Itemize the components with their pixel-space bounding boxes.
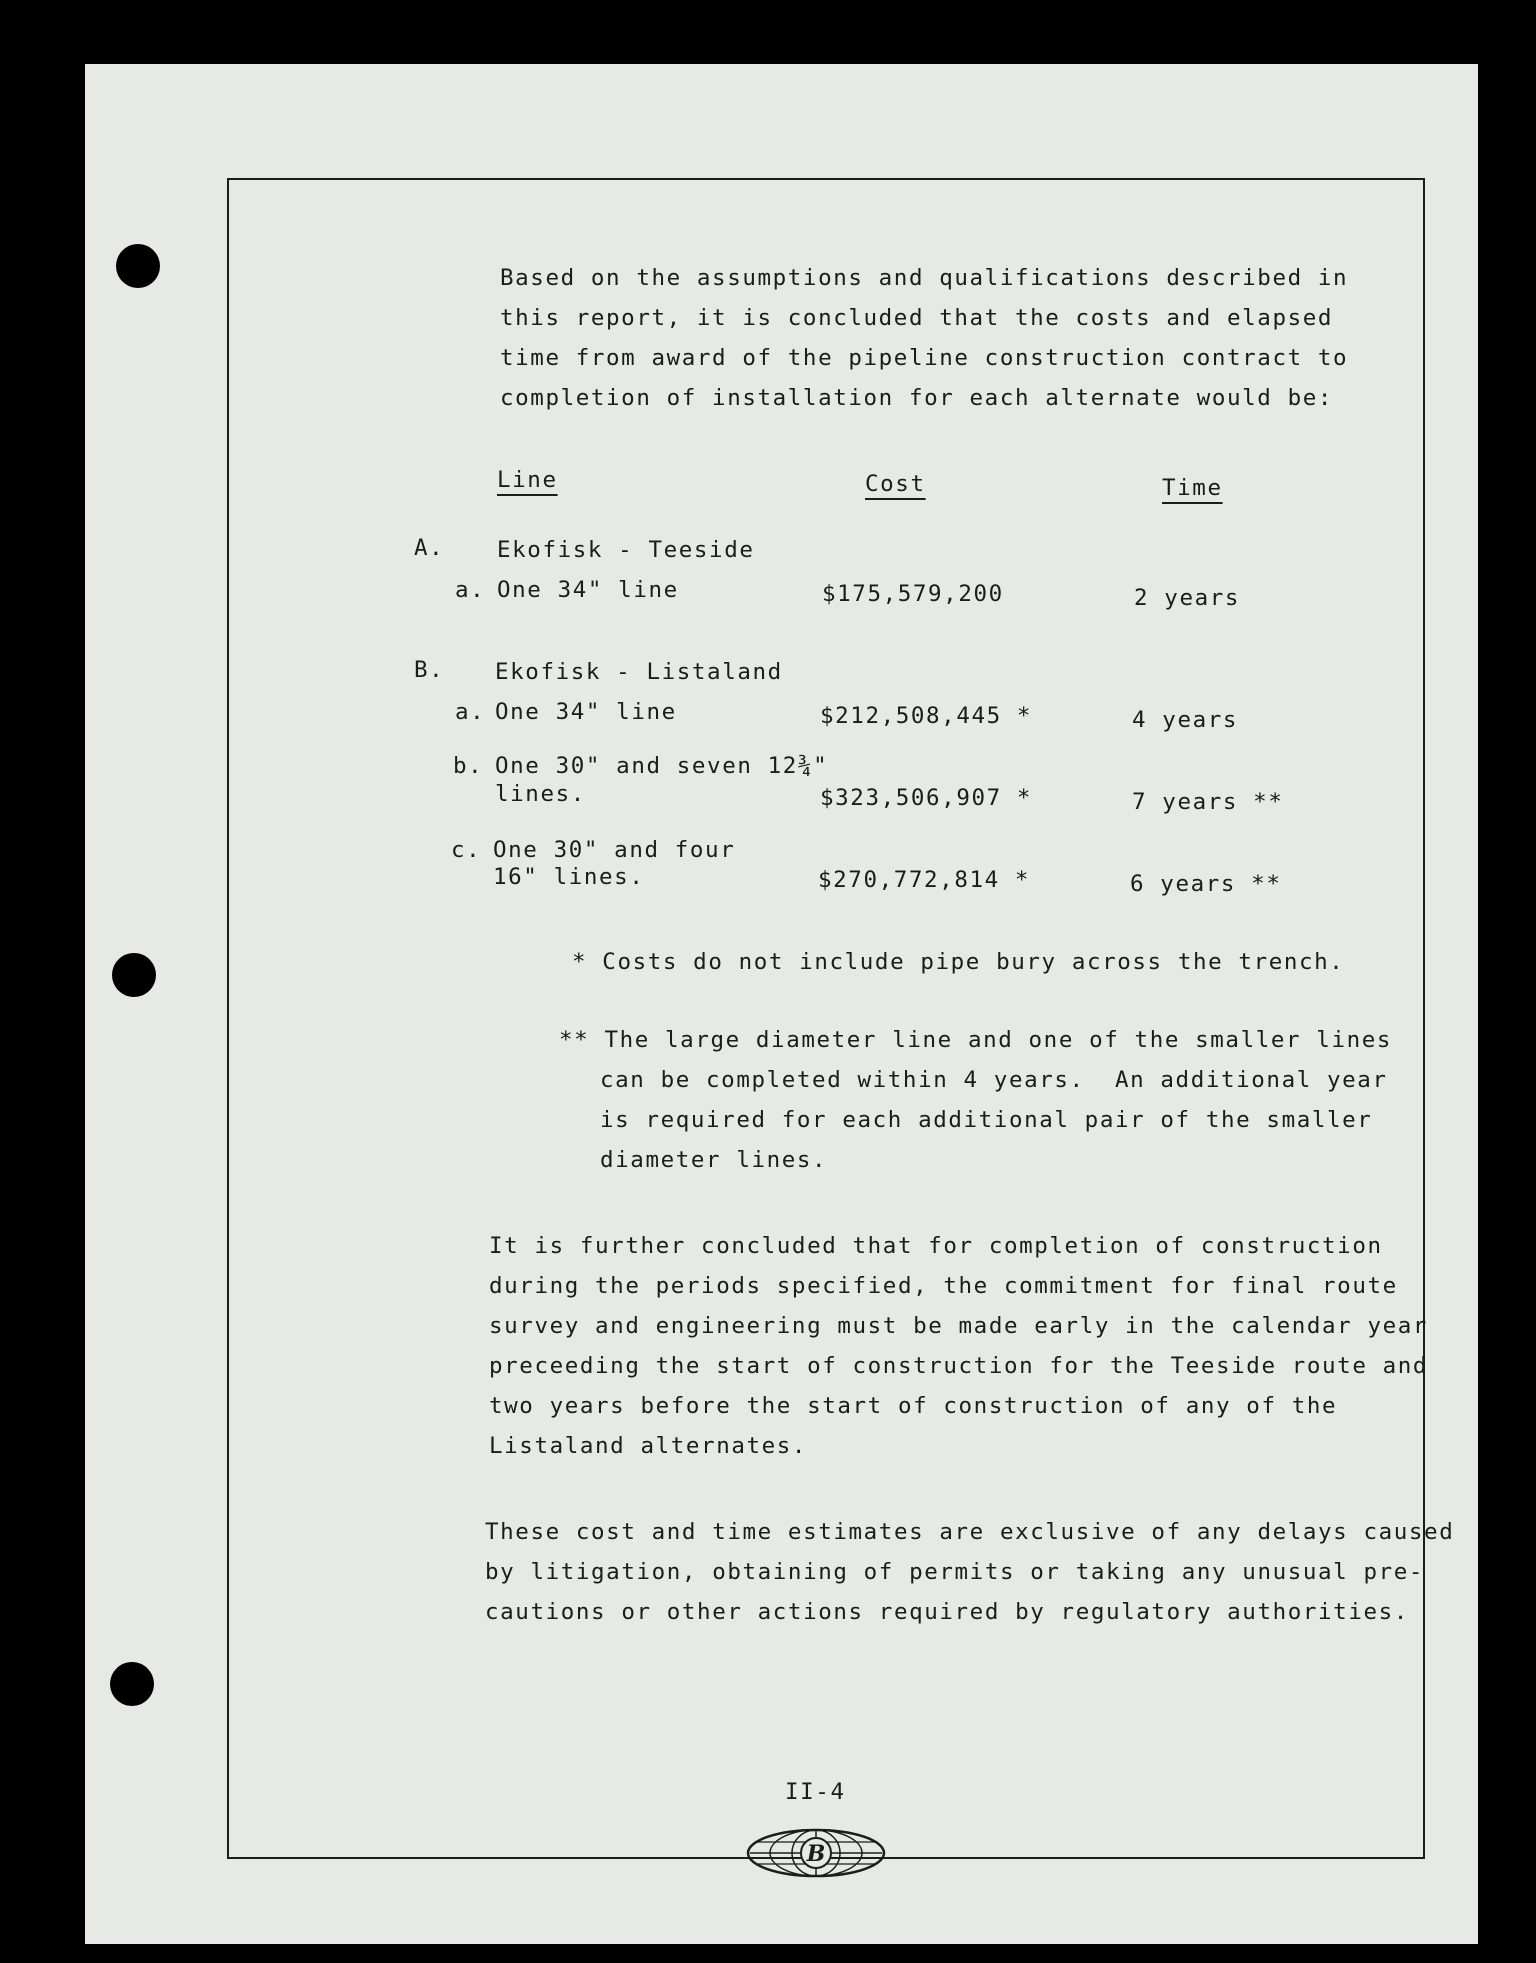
punch-hole (116, 244, 160, 288)
footnote-double-star: diameter lines. (600, 1147, 828, 1173)
row-cost: $212,508,445 * (820, 703, 1033, 729)
page-number: II-4 (785, 1779, 846, 1805)
paragraph-line: by litigation, obtaining of permits or taking any unusual pre- (485, 1559, 1425, 1585)
footnote-double-star: can be completed within 4 years. An additional year (600, 1067, 1388, 1093)
row-desc: One 34" line (495, 699, 677, 725)
logo-letter: B (806, 1841, 826, 1867)
row-cost: $175,579,200 (822, 581, 1004, 607)
row-desc: One 30" and seven 12¾" (495, 753, 829, 779)
paragraph-line: Listaland alternates. (489, 1433, 808, 1459)
row-cost: $270,772,814 * (818, 867, 1031, 893)
row-time: 2 years (1134, 585, 1241, 611)
row-desc: One 34" line (497, 577, 679, 603)
intro-line: Based on the assumptions and qualifications described in (500, 265, 1349, 291)
intro-line: completion of installation for each alternate would be: (500, 385, 1334, 411)
intro-line: this report, it is concluded that the costs and elapsed (500, 305, 1334, 331)
paragraph-line: These cost and time estimates are exclusive of any delays caused (485, 1519, 1455, 1545)
footnote-double-star: ** The large diameter line and one of the smaller lines (559, 1027, 1393, 1053)
header-line: Line (497, 467, 558, 493)
group-letter: B. (414, 657, 445, 683)
punch-hole (112, 953, 156, 997)
paragraph-line: two years before the start of construction of any of the (489, 1393, 1338, 1419)
paragraph-line: preceeding the start of construction for the Teeside route and (489, 1353, 1429, 1379)
group-name: Ekofisk - Teeside (497, 537, 755, 563)
paragraph-line: cautions or other actions required by regulatory authorities. (485, 1599, 1409, 1625)
header-cost: Cost (865, 471, 926, 497)
row-label: b. (453, 753, 484, 779)
row-time: 4 years (1132, 707, 1239, 733)
footnote-double-star: is required for each additional pair of the smaller (600, 1107, 1373, 1133)
paragraph-line: survey and engineering must be made early in the calendar year (489, 1313, 1429, 1339)
footnote-single-star: * Costs do not include pipe bury across the trench. (572, 949, 1345, 975)
paragraph-line: during the periods specified, the commitment for final route (489, 1273, 1398, 1299)
paragraph-line: It is further concluded that for completion of construction (489, 1233, 1383, 1259)
row-desc: One 30" and four (493, 837, 736, 863)
row-label: a. (455, 577, 486, 603)
row-cost: $323,506,907 * (820, 785, 1033, 811)
intro-line: time from award of the pipeline construction contract to (500, 345, 1349, 371)
punch-hole (110, 1662, 154, 1706)
row-time: 6 years ** (1130, 871, 1282, 897)
globe-logo-icon (746, 1827, 886, 1879)
header-time: Time (1162, 475, 1223, 501)
row-desc-cont: lines. (495, 781, 586, 807)
row-desc-cont: 16" lines. (493, 864, 645, 890)
row-time: 7 years ** (1132, 789, 1284, 815)
group-name: Ekofisk - Listaland (495, 659, 783, 685)
row-label: c. (451, 837, 482, 863)
group-letter: A. (414, 535, 445, 561)
row-label: a. (455, 699, 486, 725)
